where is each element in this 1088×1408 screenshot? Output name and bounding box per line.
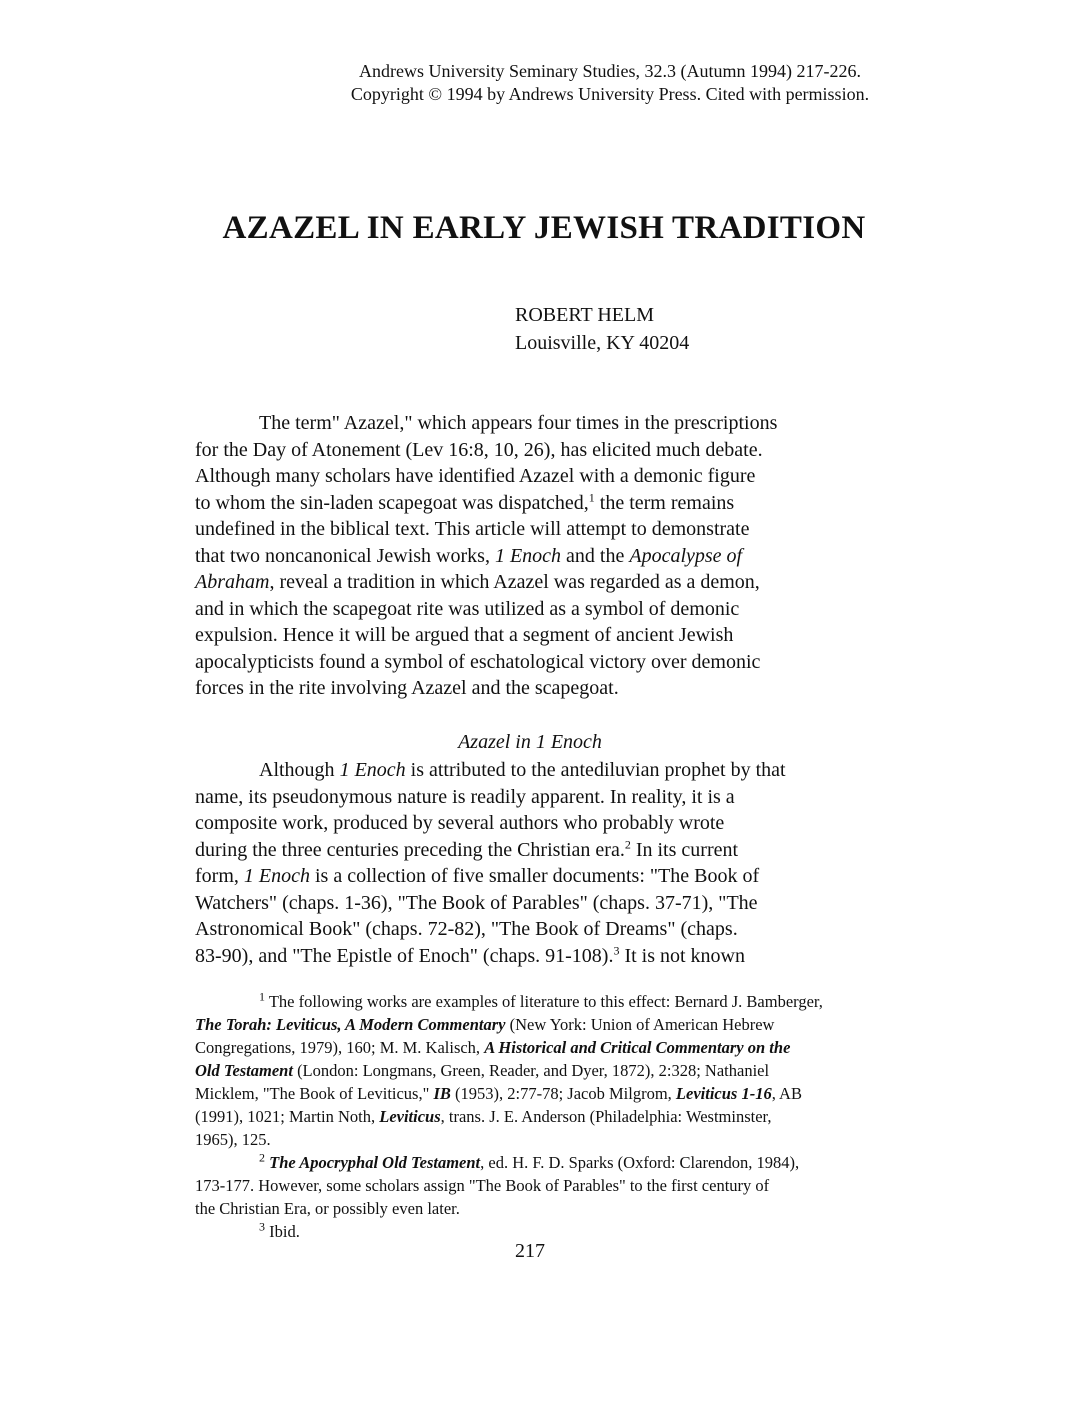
italic-title: The Apocryphal Old Testament — [269, 1153, 481, 1172]
italic-title: Leviticus 1-16 — [675, 1084, 772, 1103]
text-run: In its current — [630, 838, 739, 861]
paragraph-line: name, its pseudonymous nature is readily apparent. In reality, it is a — [195, 785, 735, 808]
author-block — [515, 301, 689, 357]
text-run: (London: Longmans, Green, Reader, and Dyer, 1872), 2:328; Nathaniel — [292, 1061, 770, 1080]
paragraph-line — [195, 837, 895, 864]
text-run: to whom the sin-laden scapegoat was dispatched, — [195, 491, 589, 514]
paragraph-line: forces in the rite involving Azazel and the scapegoat. — [195, 677, 619, 699]
paragraph-line: composite work, produced by several authors who probably wrote — [195, 812, 725, 834]
citation-line-1: Andrews University Seminary Studies, 32.3 (Autumn 1994) 217-226. — [359, 61, 861, 81]
text-run: (1991), 1021; Martin Noth, — [195, 1107, 380, 1126]
text-run: (1953), 2:77-78; Jacob Milgrom, — [450, 1084, 676, 1103]
footnote-line — [195, 990, 915, 1013]
footnote-mark: 1 — [588, 489, 595, 504]
paragraph-line: Watchers" (chaps. 1-36), "The Book of Parables" (chaps. 37-71), "The — [195, 891, 758, 914]
paragraph-line — [195, 943, 895, 970]
text-run: that two noncanonical Jewish works, — [195, 544, 495, 567]
section-heading: Azazel in 1 Enoch — [458, 731, 602, 753]
paragraph-line: and in which the scapegoat rite was utilized as a symbol of demonic — [195, 597, 740, 620]
paragraph-line — [195, 543, 895, 570]
text-run: 83-90), and "The Epistle of Enoch" (chaps. 91-108). — [195, 944, 614, 967]
footnote-line — [195, 1059, 915, 1082]
paragraph-introduction — [195, 410, 895, 702]
footnote-line — [195, 1105, 915, 1128]
text-run: during the three centuries preceding the Christian era. — [195, 838, 625, 861]
text-run: is attributed to the antediluvian prophet by that — [405, 759, 786, 781]
footnote-number: 2 — [259, 1150, 265, 1165]
paragraph-line — [195, 863, 895, 890]
paragraph-line — [195, 757, 895, 784]
paragraph-line — [195, 569, 895, 596]
text-run: Micklem, "The Book of Leviticus," — [195, 1084, 434, 1103]
paragraph-line: undefined in the biblical text. This article will attempt to demonstrate — [195, 518, 750, 540]
text-run: , trans. J. E. Anderson (Philadelphia: Westminster, — [440, 1107, 772, 1126]
footnotes — [195, 990, 915, 1243]
text-run: , AB — [771, 1084, 802, 1103]
italic-title: The Torah: Leviticus, A Modern Commentary — [195, 1015, 506, 1034]
citation-line-2: Copyright © 1994 by Andrews University Press. Cited with permission. — [350, 84, 870, 104]
paragraph-line: for the Day of Atonement (Lev 16:8, 10, 26), has elicited much debate. — [195, 438, 763, 461]
text-run: , reveal a tradition in which Azazel was regarded as a demon, — [269, 571, 760, 593]
footnote-mark: 2 — [624, 836, 631, 851]
text-run: It is not known — [619, 944, 745, 967]
footnote-mark: 3 — [613, 942, 620, 957]
footnote-line — [195, 1082, 915, 1105]
italic-title: Leviticus — [379, 1107, 441, 1126]
paragraph-line — [195, 490, 895, 517]
paragraph-line: The term" Azazel," which appears four times in the prescriptions — [259, 412, 778, 434]
italic-title: 1 Enoch — [339, 759, 406, 781]
text-run: Congregations, 1979), 160; M. M. Kalisch, — [195, 1038, 485, 1057]
footnote-number: 3 — [259, 1219, 265, 1234]
paragraph-line: expulsion. Hence it will be argued that a segment of ancient Jewish — [195, 624, 734, 646]
text-run: and the — [561, 544, 630, 567]
text-run: form, — [195, 865, 244, 887]
page-number: 217 — [515, 1240, 545, 1262]
footnote-line — [195, 1151, 915, 1174]
text-run: , ed. H. F. D. Sparks (Oxford: Clarendon, 1984), — [480, 1153, 800, 1172]
text-run: Although — [259, 759, 340, 781]
italic-title: Abraham — [195, 571, 270, 593]
footnote-line: 1965), 125. — [195, 1130, 271, 1149]
text-run: Ibid. — [265, 1222, 300, 1241]
footnote-number: 1 — [259, 989, 265, 1004]
italic-title: Old Testament — [195, 1061, 293, 1080]
paragraph-enoch — [195, 757, 895, 969]
footnote-line: 173-177. However, some scholars assign "The Book of Parables" to the first century of — [195, 1176, 770, 1195]
italic-title: Apocalypse of — [629, 544, 743, 567]
footnote-line — [195, 1013, 915, 1036]
text-run: (New York: Union of American Hebrew — [505, 1015, 775, 1034]
text-run: is a collection of five smaller documents: "The Book of — [309, 865, 760, 887]
article-title: AZAZEL IN EARLY JEWISH TRADITION — [222, 210, 866, 246]
footnote-line: the Christian Era, or possibly even later. — [195, 1199, 460, 1218]
italic-title: A Historical and Critical Commentary on the — [484, 1038, 791, 1057]
italic-title: IB — [433, 1084, 451, 1103]
italic-title: 1 Enoch — [494, 544, 562, 567]
text-run: the term remains — [594, 491, 735, 514]
footnote-line — [195, 1036, 915, 1059]
citation-header — [300, 60, 920, 106]
paragraph-line: Astronomical Book" (chaps. 72-82), "The Book of Dreams" (chaps. — [195, 918, 738, 940]
italic-title: 1 Enoch — [243, 865, 310, 887]
author-name: ROBERT HELM — [515, 304, 654, 326]
text-run: The following works are examples of literature to this effect: Bernard J. Bamberger, — [265, 992, 823, 1011]
paragraph-line: apocalypticists found a symbol of eschatological victory over demonic — [195, 650, 761, 673]
author-location: Louisville, KY 40204 — [515, 332, 690, 354]
paragraph-line: Although many scholars have identified Azazel with a demonic figure — [195, 465, 756, 487]
